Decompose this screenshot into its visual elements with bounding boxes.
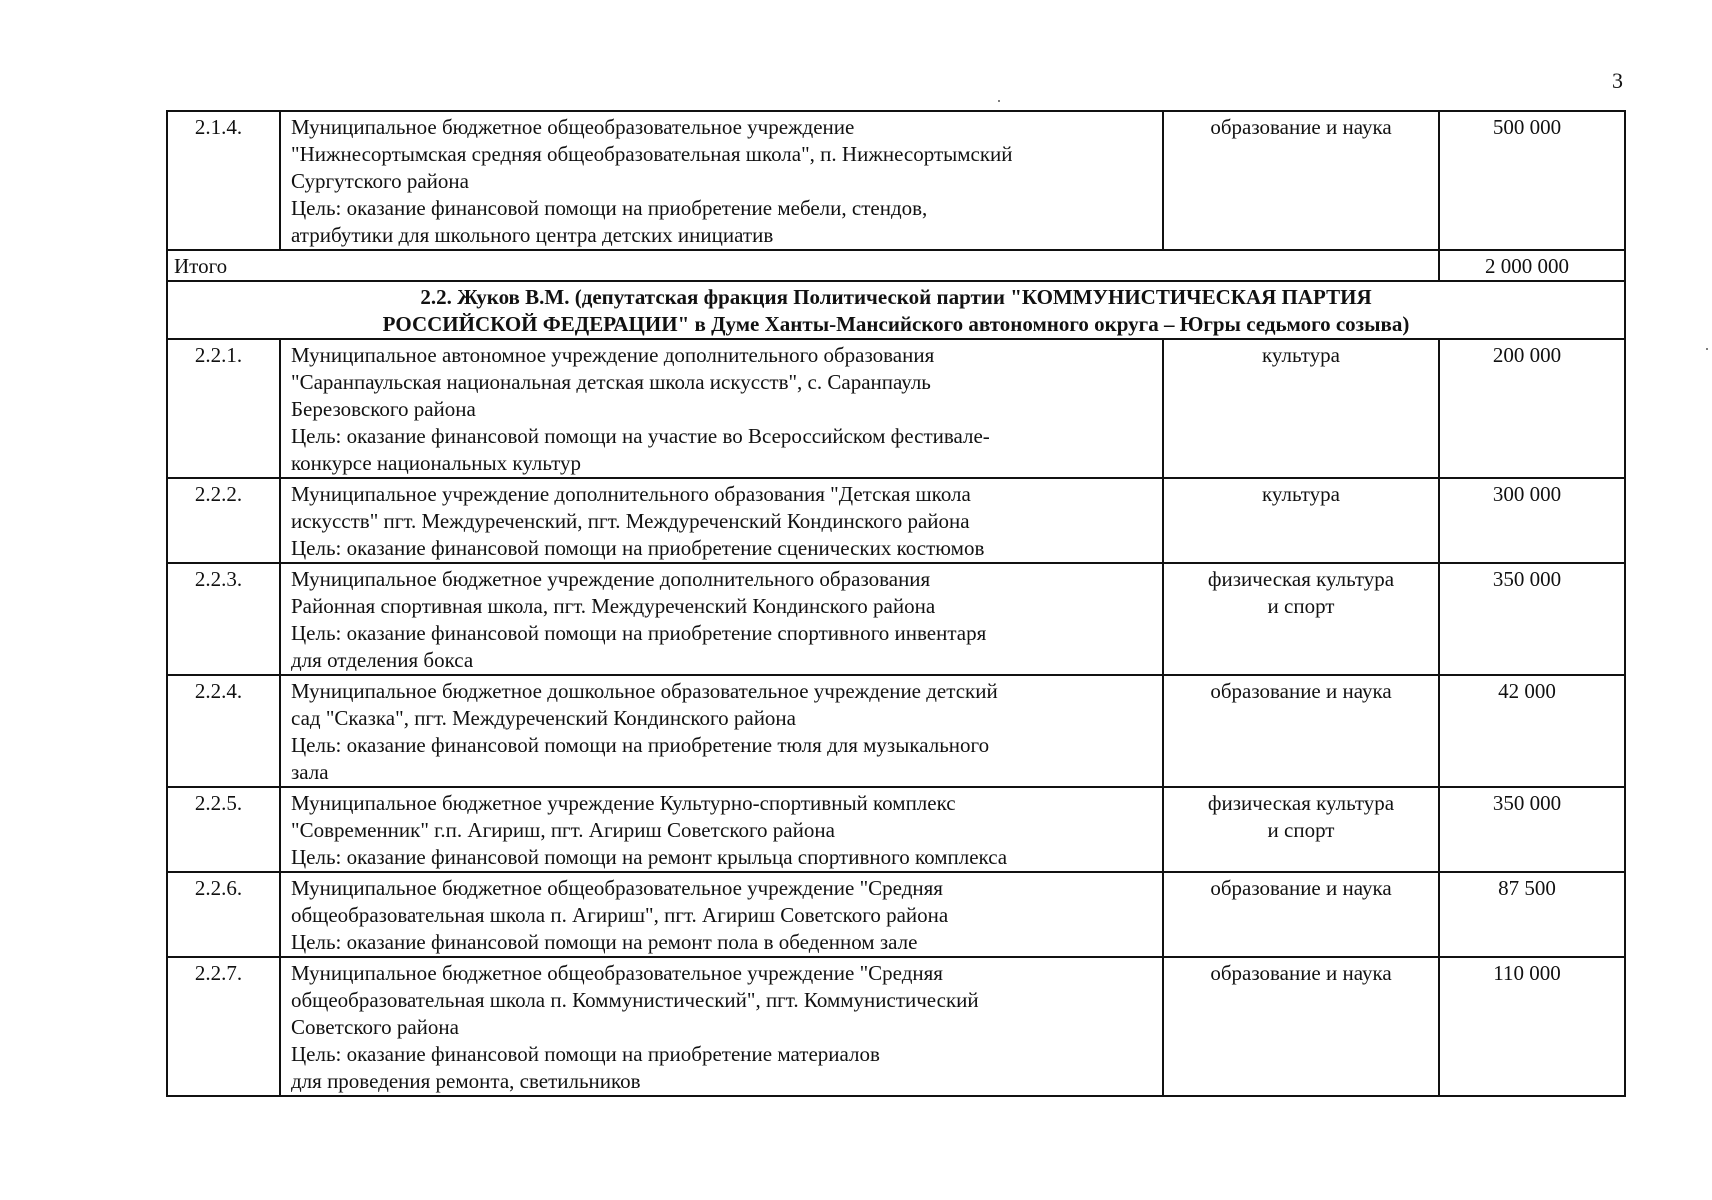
row-description bbox=[280, 675, 1163, 787]
description-line: для проведения ремонта, светильников bbox=[291, 1069, 641, 1093]
description-line: зала bbox=[291, 760, 329, 784]
row-description bbox=[280, 957, 1163, 1096]
section-heading-line: 2.2. Жуков В.М. (депутатская фракция Политической партии "КОММУНИСТИЧЕСКАЯ ПАРТИЯ bbox=[420, 285, 1372, 309]
total-label: Итого bbox=[167, 250, 1439, 281]
description-line: Муниципальное учреждение дополнительного образования "Детская школа bbox=[291, 482, 971, 506]
description-line: "Нижнесортымская средняя общеобразовательная школа", п. Нижнесортымский bbox=[291, 142, 1013, 166]
category-line: и спорт bbox=[1267, 818, 1335, 842]
description-line: для отделения бокса bbox=[291, 648, 474, 672]
description-line: Муниципальное бюджетное общеобразовательное учреждение "Средняя bbox=[291, 876, 943, 900]
description-line: сад "Сказка", пгт. Междуреченский Кондинского района bbox=[291, 706, 796, 730]
category-line: физическая культура bbox=[1207, 567, 1395, 591]
section-header-row bbox=[167, 281, 1625, 339]
category-line: культура bbox=[1262, 482, 1340, 506]
description-line: конкурсе национальных культур bbox=[291, 451, 582, 475]
page-number: 3 bbox=[1612, 68, 1623, 93]
description-line: "Саранпаульская национальная детская школа искусств", с. Саранпауль bbox=[291, 370, 931, 394]
table-row bbox=[167, 478, 1625, 563]
description-line: общеобразовательная школа п. Коммунистический", пгт. Коммунистический bbox=[291, 988, 979, 1012]
table-row bbox=[167, 675, 1625, 787]
grants-table-body bbox=[167, 111, 1625, 1096]
description-line: Цель: оказание финансовой помощи на приобретение спортивного инвентаря bbox=[291, 621, 987, 645]
category-line: физическая культура bbox=[1207, 791, 1395, 815]
description-line: Муниципальное бюджетное учреждение Культурно-спортивный комплекс bbox=[291, 791, 956, 815]
description-line: Цель: оказание финансовой помощи на ремонт пола в обеденном зале bbox=[291, 930, 918, 954]
table-row bbox=[167, 339, 1625, 478]
description-line: "Современник" г.п. Агириш, пгт. Агириш Советского района bbox=[291, 818, 835, 842]
table-row bbox=[167, 563, 1625, 675]
row-amount: 350 000 bbox=[1439, 787, 1625, 872]
row-description bbox=[280, 478, 1163, 563]
row-description bbox=[280, 872, 1163, 957]
description-line: общеобразовательная школа п. Агириш", пгт. Агириш Советского района bbox=[291, 903, 949, 927]
row-amount: 200 000 bbox=[1439, 339, 1625, 478]
row-description bbox=[280, 111, 1163, 250]
row-amount: 350 000 bbox=[1439, 563, 1625, 675]
table-row bbox=[167, 111, 1625, 250]
row-description bbox=[280, 339, 1163, 478]
description-line: атрибутики для школьного центра детских инициатив bbox=[291, 223, 774, 247]
description-line: Цель: оказание финансовой помощи на приобретение мебели, стендов, bbox=[291, 196, 928, 220]
row-category bbox=[1163, 872, 1439, 957]
row-category bbox=[1163, 787, 1439, 872]
description-line: Цель: оказание финансовой помощи на приобретение сценических костюмов bbox=[291, 536, 985, 560]
section-heading bbox=[167, 281, 1625, 339]
row-amount: 87 500 bbox=[1439, 872, 1625, 957]
row-category bbox=[1163, 957, 1439, 1096]
row-category bbox=[1163, 563, 1439, 675]
total-row bbox=[167, 250, 1625, 281]
row-category bbox=[1163, 675, 1439, 787]
description-line: Сургутского района bbox=[291, 169, 469, 193]
description-line: Муниципальное бюджетное общеобразовательное учреждение bbox=[291, 115, 855, 139]
description-line: Цель: оказание финансовой помощи на приобретение материалов bbox=[291, 1042, 880, 1066]
total-amount: 2 000 000 bbox=[1439, 250, 1625, 281]
row-amount: 110 000 bbox=[1439, 957, 1625, 1096]
description-line: Цель: оказание финансовой помощи на ремонт крыльца спортивного комплекса bbox=[291, 845, 1008, 869]
category-line: образование и наука bbox=[1210, 876, 1392, 900]
row-category bbox=[1163, 339, 1439, 478]
row-number: 2.2.1. bbox=[167, 339, 280, 478]
scan-speck bbox=[1706, 348, 1708, 350]
description-line: искусств" пгт. Междуреченский, пгт. Междуреченский Кондинского района bbox=[291, 509, 970, 533]
description-line: Муниципальное автономное учреждение дополнительного образования bbox=[291, 343, 935, 367]
category-line: образование и наука bbox=[1210, 679, 1392, 703]
row-number: 2.1.4. bbox=[167, 111, 280, 250]
category-line: культура bbox=[1262, 343, 1340, 367]
row-description bbox=[280, 787, 1163, 872]
grants-table bbox=[166, 110, 1626, 1097]
description-line: Советского района bbox=[291, 1015, 459, 1039]
description-line: Муниципальное бюджетное общеобразовательное учреждение "Средняя bbox=[291, 961, 943, 985]
scan-speck bbox=[998, 100, 1000, 102]
row-amount: 300 000 bbox=[1439, 478, 1625, 563]
row-number: 2.2.5. bbox=[167, 787, 280, 872]
table-row bbox=[167, 957, 1625, 1096]
table-row bbox=[167, 787, 1625, 872]
row-number: 2.2.4. bbox=[167, 675, 280, 787]
row-number: 2.2.3. bbox=[167, 563, 280, 675]
row-category bbox=[1163, 111, 1439, 250]
section-heading-line: РОССИЙСКОЙ ФЕДЕРАЦИИ" в Думе Ханты-Мансийского автономного округа – Югры седьмого созыва) bbox=[382, 312, 1410, 336]
row-number: 2.2.7. bbox=[167, 957, 280, 1096]
description-line: Районная спортивная школа, пгт. Междуреченский Кондинского района bbox=[291, 594, 936, 618]
category-line: образование и наука bbox=[1210, 961, 1392, 985]
category-line: образование и наука bbox=[1210, 115, 1392, 139]
category-line: и спорт bbox=[1267, 594, 1335, 618]
description-line: Муниципальное бюджетное учреждение дополнительного образования bbox=[291, 567, 931, 591]
row-category bbox=[1163, 478, 1439, 563]
row-amount: 42 000 bbox=[1439, 675, 1625, 787]
row-number: 2.2.2. bbox=[167, 478, 280, 563]
row-amount: 500 000 bbox=[1439, 111, 1625, 250]
row-description bbox=[280, 563, 1163, 675]
description-line: Цель: оказание финансовой помощи на приобретение тюля для музыкального bbox=[291, 733, 990, 757]
description-line: Березовского района bbox=[291, 397, 476, 421]
description-line: Цель: оказание финансовой помощи на участие во Всероссийском фестивале- bbox=[291, 424, 990, 448]
table-row bbox=[167, 872, 1625, 957]
row-number: 2.2.6. bbox=[167, 872, 280, 957]
description-line: Муниципальное бюджетное дошкольное образовательное учреждение детский bbox=[291, 679, 998, 703]
